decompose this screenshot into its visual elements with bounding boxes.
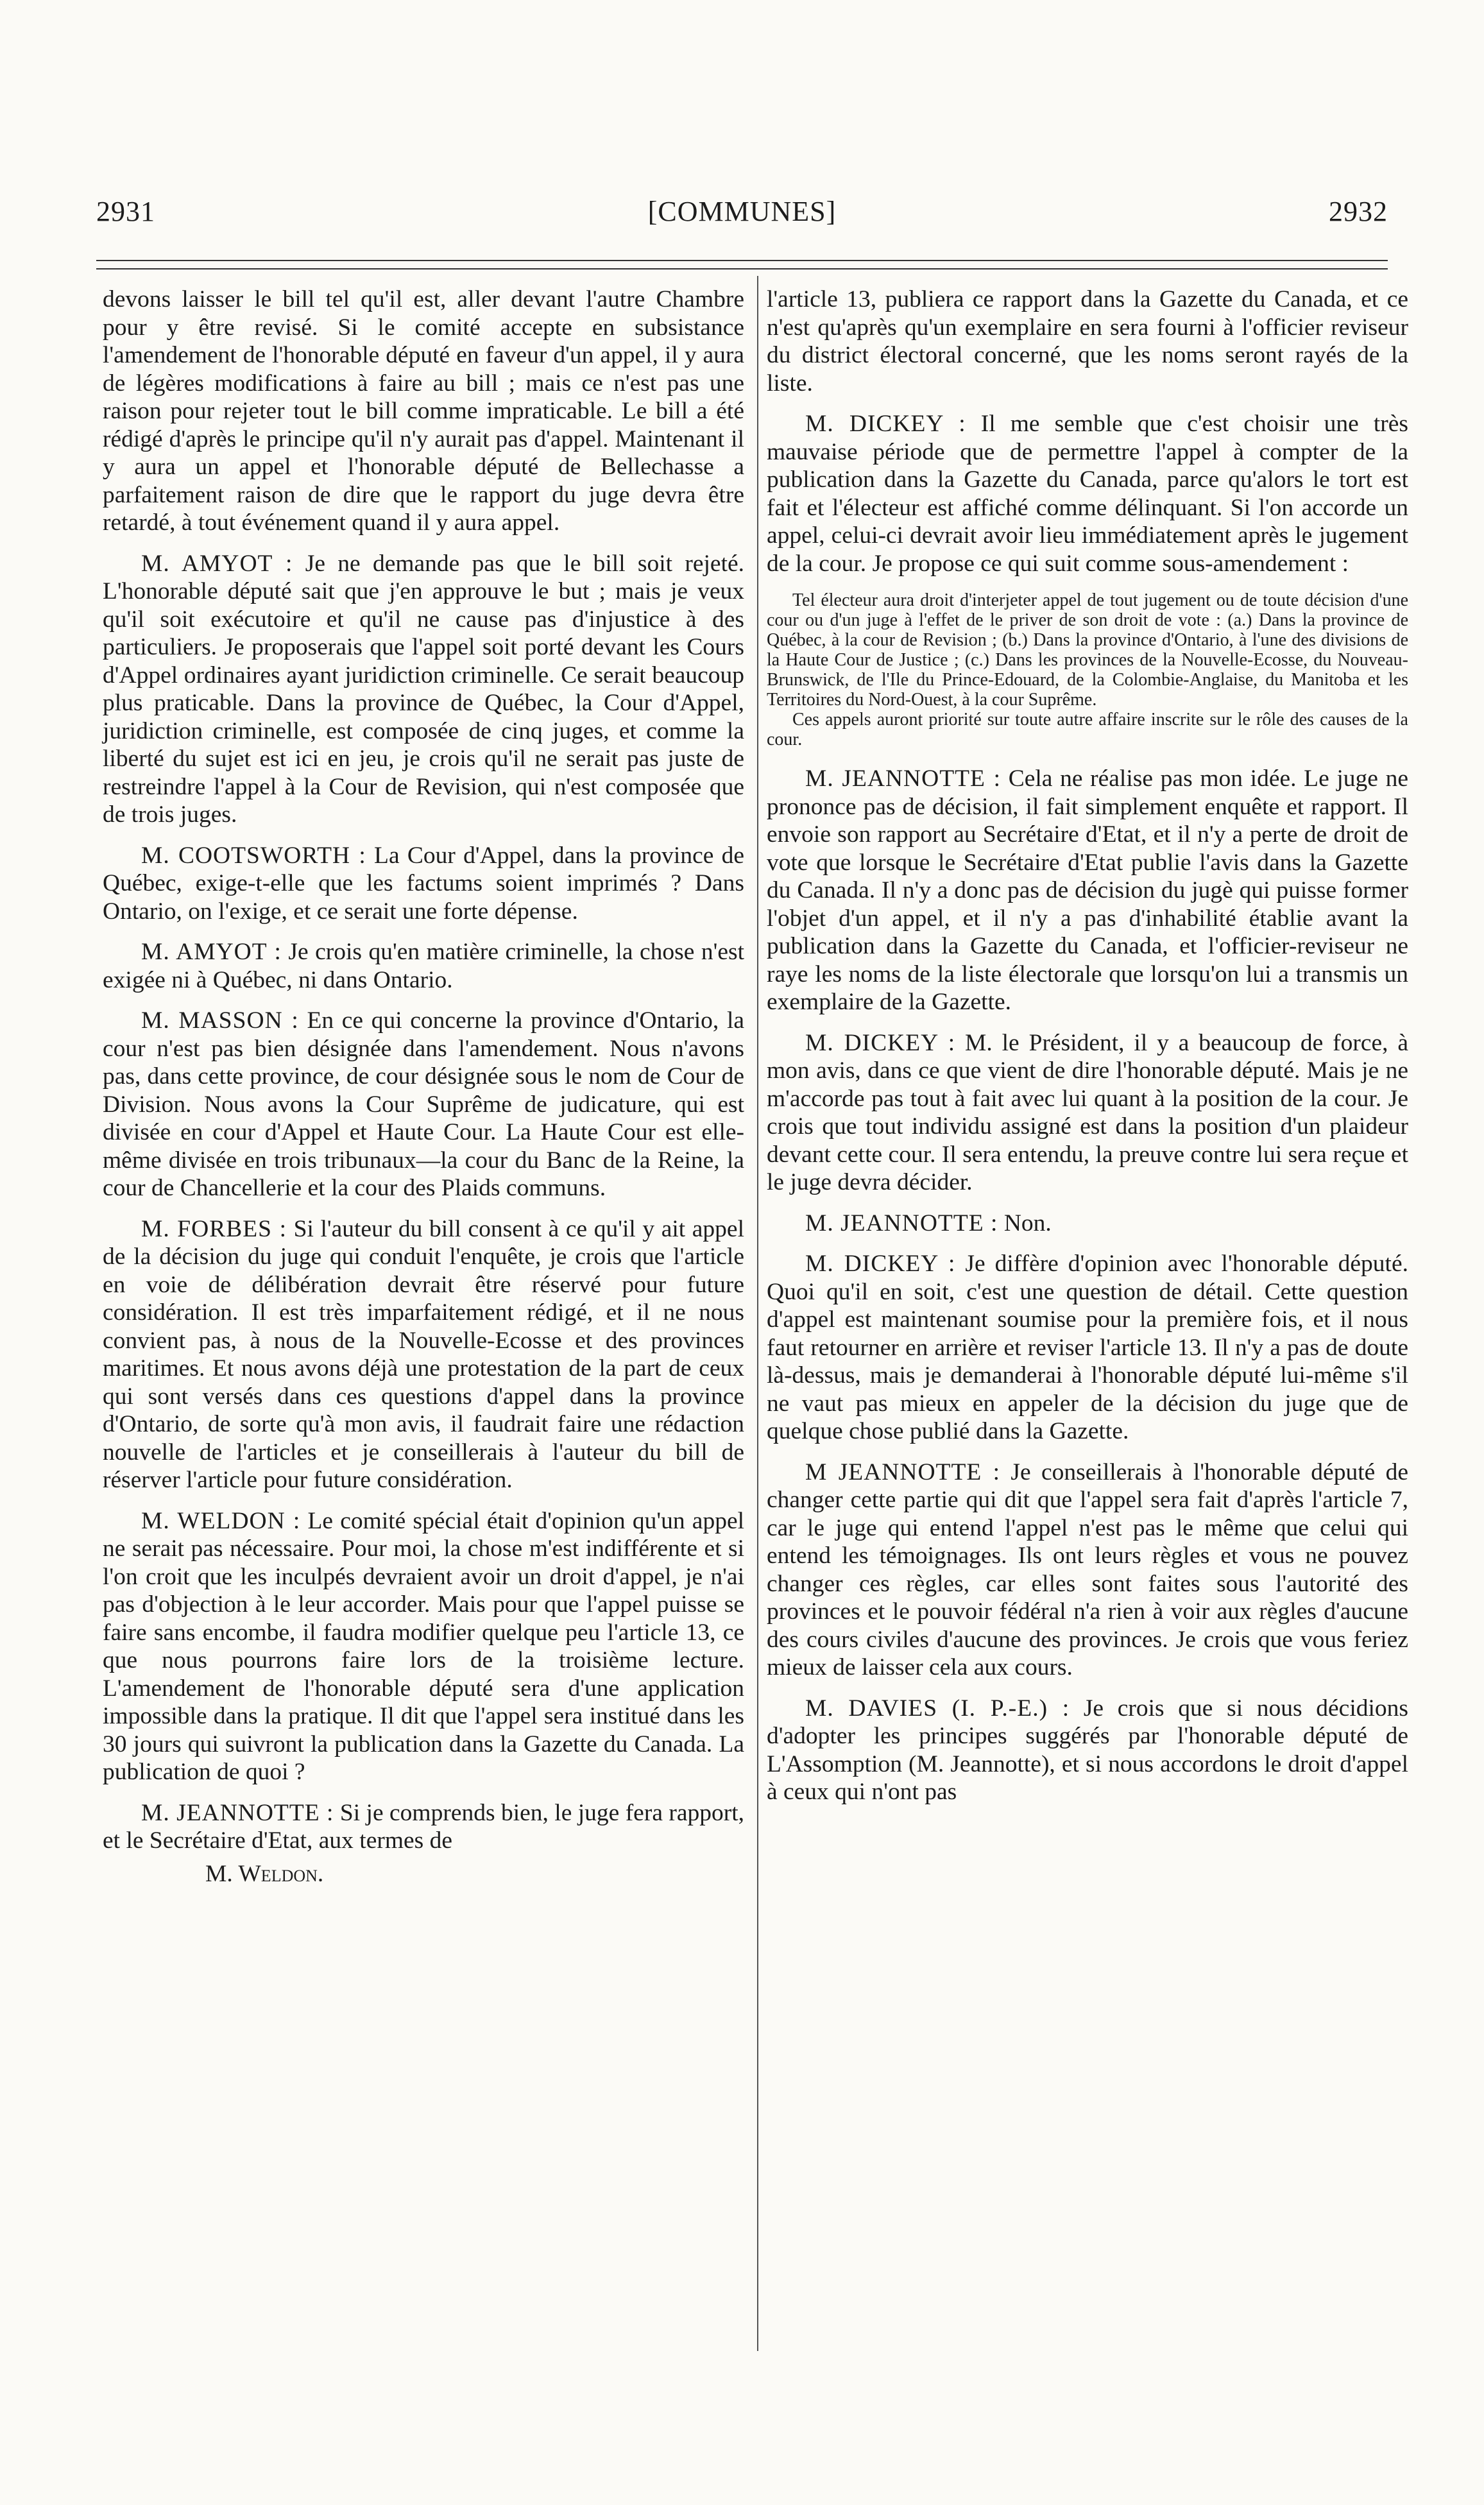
paragraph: [103, 938, 744, 994]
paragraph-text: Je conseillerais à l'honorable député de changer cette partie qui dit que l'appel sera fait d'après l'article 7, car le juge qui entend l'appel n'est pas le même que celui qui entend les témoignages. Ils ont leurs règles et vous ne pouvez changer ces règles, car elles sont faites sous l'autorité des provinces et le pouvoir fédéral n'a rien à voir aux règles d'aucune des cours civiles d'aucune des provinces. Je crois que vous feriez mieux de laisser cela aux cours.: [767, 1458, 1409, 1680]
left-column: [103, 286, 744, 1901]
speaker-name: M. WELDON :: [141, 1507, 301, 1534]
paragraph-text: Si l'auteur du bill consent à ce qu'il y ait appel de la décision du juge qui conduit l'enquête, je crois que l'article en voie de délibération devrait être réservé pour future considération. Il est très imparfaitement rédigé, et il ne nous convient pas, à nous de la Nouvelle-Ecosse et des provinces maritimes. Et nous avons déjà une protestation de la part de ceux qui sont versés dans ces questions d'appel dans la province d'Ontario, de sorte qu'à mon avis, il faudrait faire une rédaction nouvelle de l'articles et je conseillerais à l'auteur du bill de réserver l'article pour future considération.: [103, 1215, 744, 1493]
paragraph: [767, 1695, 1408, 1806]
paragraph-text: M. le Président, il y a beaucoup de force, à mon avis, dans ce que vient de dire l'honorable député. Mais je ne m'accorde pas tout à fait avec lui quant à la position de la cour. Je crois que tout individu assigné est dans la position d'un plaideur devant cette cour. Il sera entendu, la preuve contre lui sera reçue et le juge devra décider.: [767, 1029, 1409, 1195]
speaker-name: M. DICKEY :: [805, 1029, 956, 1056]
header-rule-bottom: [96, 268, 1388, 269]
paragraph: [103, 286, 744, 537]
running-title: [COMMUNES]: [647, 196, 837, 227]
speaker-name: M. COOTSWORTH :: [141, 842, 366, 869]
paragraph-text: Je crois que si nous décidions d'adopter les principes suggérés par l'honorable député de L'Assomption (M. Jeannotte), et si nous accordons le droit d'appel à ceux qui n'ont pas: [767, 1695, 1409, 1805]
paragraph-text: Il me semble que c'est choisir une très mauvaise période que de permettre l'appel à compter de la publication dans la Gazette du Canada, parce qu'alors le tort est fait et l'électeur est affiché comme délinquant. Si l'on accorde un appel, celui-ci devrait avoir lieu immédiatement après le jugement de la cour. Je propose ce qui suit comme sous-amendement :: [767, 411, 1408, 577]
page-number-right: 2932: [1329, 196, 1388, 227]
speaker-name: M. JEANNOTTE :: [141, 1799, 334, 1826]
paragraph: [767, 286, 1408, 397]
paragraph: [767, 1029, 1408, 1197]
paragraph-text: En ce qui concerne la province d'Ontario, la cour n'est pas bien désignée dans l'amendement. Nous n'avons pas, dans cette province, de cour désignée sous le nom de Cour de Division. Nous avons la Cour Suprême de judicature, qui est divisée en cour d'Appel et Haute Cour. La Haute Cour est elle-même divisée en trois tribunaux—la cour du Banc de la Reine, la cour de Chancellerie et la cour des Plaids communs.: [103, 1007, 745, 1201]
paragraph: [103, 1215, 744, 1494]
paragraph-text: devons laisser le bill tel qu'il est, aller devant l'autre Chambre pour y être revisé. Si le comité accepte en subsistance l'amendement de l'honorable député en faveur d'un appel, il y aura de légères modifications à faire au bill ; mais ce n'est pas une raison pour rejeter tout le bill comme impraticable. Le bill a été rédigé d'après le principe qu'il n'y aurait pas d'appel. Maintenant il y aura un appel et l'honorable député de Bellechasse a parfaitement raison de dire que le rapport du juge devra être retardé, à tout événement quand il y aura appel.: [103, 286, 744, 536]
column-divider: [757, 276, 758, 2351]
paragraph-text: Non.: [1003, 1210, 1052, 1236]
right-column: [767, 286, 1408, 1819]
paragraph: [767, 410, 1408, 577]
paragraph: [103, 550, 744, 829]
speaker-name: M. JEANNOTTE :: [805, 765, 1002, 792]
speaker-name: M. AMYOT :: [141, 550, 293, 577]
paragraph: [103, 1507, 744, 1786]
speaker-name: M JEANNOTTE :: [805, 1458, 1001, 1485]
speaker-name: M. DAVIES (I. P.-E.) :: [805, 1695, 1070, 1722]
paragraph-text: Si je comprends bien, le juge fera rapport, et le Secrétaire d'Etat, aux termes de: [103, 1799, 745, 1854]
paragraph-text: Cela ne réalise pas mon idée. Le juge ne prononce pas de décision, il fait simplement enquête et rapport. Il envoie son rapport au Secrétaire d'Etat, et il n'y a perte de droit de vote que lorsque le Secrétaire d'Etat publie l'avis dans la Gazette du Canada. Il n'y a donc pas de décision du jugè qui puisse former l'objet d'un appel, et il n'y a pas d'inhabilité établie avant la publication dans la Gazette du Canada, et l'officier-reviseur ne raye les noms de la liste électorale que lorsqu'on lui a transmis un exemplaire de la Gazette.: [767, 765, 1409, 1015]
paragraph-text: Je crois qu'en matière criminelle, la chose n'est exigée ni à Québec, ni dans Ontario.: [103, 939, 745, 993]
paragraph: [767, 1458, 1408, 1682]
paragraph: [103, 1799, 744, 1855]
header-rule-top: [96, 260, 1388, 261]
paragraph: [103, 1007, 744, 1202]
speaker-name: M. FORBES :: [141, 1215, 287, 1242]
paragraph: [103, 1860, 744, 1888]
speaker-name: M. DICKEY :: [805, 411, 966, 437]
paragraph: [767, 710, 1408, 749]
paragraph: [103, 842, 744, 926]
paragraph: [767, 1250, 1408, 1446]
speaker-name: M. JEANNOTTE :: [805, 1210, 998, 1236]
paragraph-text: l'article 13, publiera ce rapport dans la Gazette du Canada, et ce n'est qu'après qu'un exemplaire en sera fourni à l'officier reviseur du district électoral concerné, que les noms seront rayés de la liste.: [767, 286, 1408, 397]
page-number-left: 2931: [96, 196, 155, 227]
paragraph: [767, 1210, 1408, 1238]
speaker-name: M. MASSON :: [141, 1007, 299, 1034]
paragraph: [767, 765, 1408, 1016]
paragraph-text: M. Weldon.: [205, 1860, 324, 1887]
page-header: [96, 180, 1388, 237]
speaker-name: M. DICKEY :: [805, 1251, 956, 1277]
paragraph-text: Je ne demande pas que le bill soit rejeté. L'honorable député sait que j'en approuve le but ; mais je veux qu'il soit exécutoire et qu'il ne cause pas d'injustice à des particuliers. Je proposerais que l'appel soit porté devant les Cours d'Appel ordinaires ayant juridiction criminelle. Ce serait beaucoup plus praticable. Dans la province de Québec, la Cour d'Appel, juridiction criminelle, est composée de cinq juges, et comme la liberté du sujet est ici en jeu, je crois qu'il ne serait pas juste de restreindre l'appel à la Cour de Revision, qui n'est composée que de trois juges.: [103, 550, 745, 828]
paragraph-text: La Cour d'Appel, dans la province de Québec, exige-t-elle que les factums soient imprimés ? Dans Ontario, on l'exige, et ce serait une forte dépense.: [103, 842, 744, 925]
paragraph-text: Tel électeur aura droit d'interjeter appel de tout jugement ou de toute décision d'une cour ou d'un juge à l'effet de le priver de son droit de vote : (a.) Dans la province de Québec, à la cour de Revision ; (b.) Dans la province d'Ontario, à l'une des divisions de la Haute Cour de Justice ; (c.) Dans les provinces de la Nouvelle-Ecosse, du Nouveau-Brunswick, de l'Ile du Prince-Edouard, de la Colombie-Anglaise, du Manitoba et les Territoires du Nord-Ouest, à la cour Suprême.: [767, 590, 1408, 710]
paragraph: [767, 590, 1408, 710]
sub-amendment-quote: [767, 590, 1408, 749]
speaker-name: M. AMYOT :: [141, 939, 282, 965]
paragraph-text: Ces appels auront priorité sur toute autre affaire inscrite sur le rôle des causes de la cour.: [767, 710, 1408, 749]
paragraph-text: Je diffère d'opinion avec l'honorable député. Quoi qu'il en soit, c'est une question de détail. Cette question d'appel est maintenant soumise pour la première fois, et il nous faut retourner en arrière et reviser l'article 13. Il n'y a pas de doute là-dessus, mais je demanderai à l'honorable député lui-même s'il ne vaut pas mieux en appeler de la décision du juge que de quelque chose publié dans la Gazette.: [767, 1251, 1408, 1444]
paragraph-text: Le comité spécial était d'opinion qu'un appel ne serait pas nécessaire. Pour moi, la chose m'est indifférente et si l'on croit que les inculpés devraient avoir un droit d'appel, je n'ai pas d'objection à le leur accorder. Mais pour que l'appel puisse se faire sans encombe, il faudra modifier quelque peu l'article 13, ce que nous pourrons faire lors de la troisième lecture. L'amendement de l'honorable député sera d'une application impossible dans la pratique. Il dit que l'appel sera institué dans les 30 jours qui suivront la publication dans la Gazette du Canada. La publication de quoi ?: [103, 1507, 745, 1785]
